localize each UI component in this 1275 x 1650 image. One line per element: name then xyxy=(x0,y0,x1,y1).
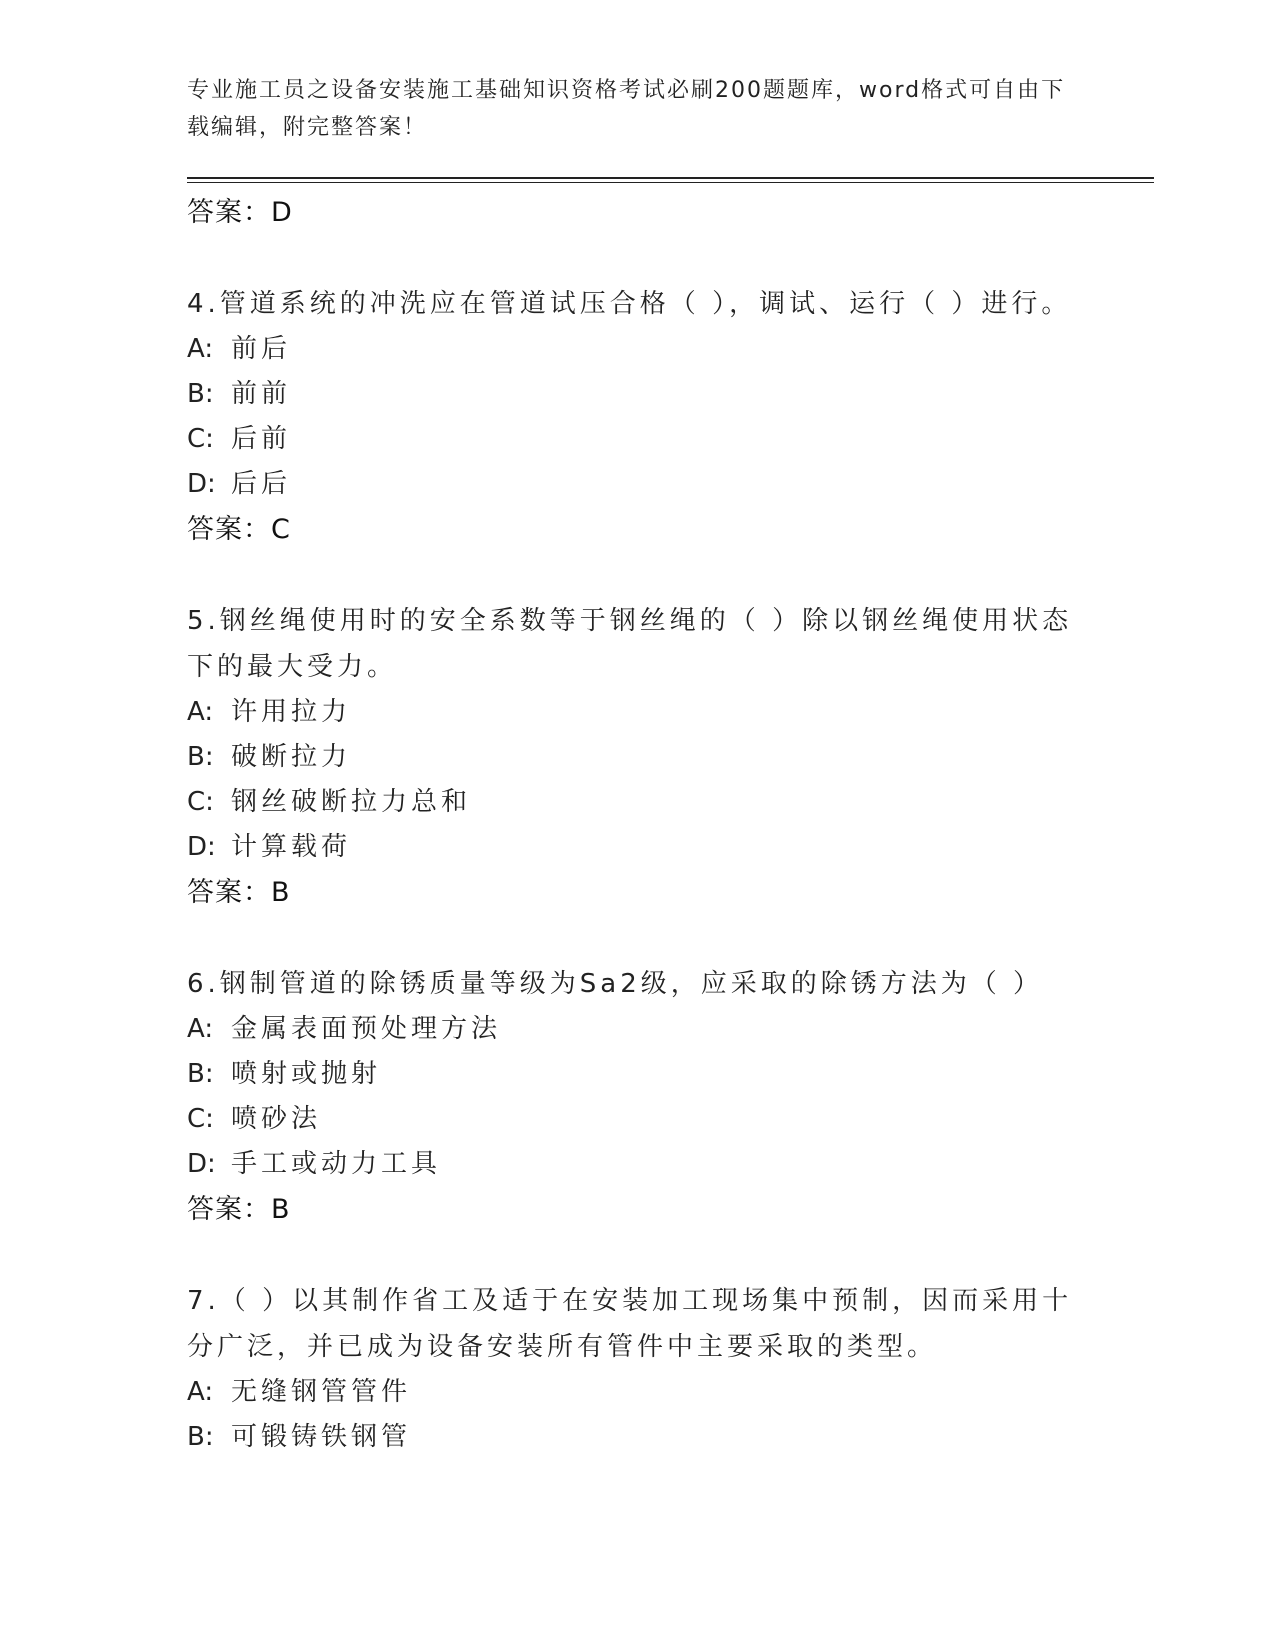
option-text: 可锻铸铁钢管 xyxy=(231,1422,412,1452)
option-c xyxy=(187,1097,1087,1142)
header-divider-thin xyxy=(187,182,1154,183)
question-list xyxy=(187,190,1087,1460)
option-text: 许用拉力 xyxy=(231,697,352,727)
option-key: D: xyxy=(187,832,216,862)
option-key: C: xyxy=(187,787,214,817)
option-text: 前前 xyxy=(231,379,292,409)
option-key: C: xyxy=(187,424,214,454)
option-a xyxy=(187,327,1087,372)
question-block xyxy=(187,961,1087,1233)
option-b xyxy=(187,1052,1087,1097)
option-b xyxy=(187,1415,1087,1460)
option-key: A: xyxy=(187,1014,214,1044)
option-key: A: xyxy=(187,697,214,727)
option-a xyxy=(187,1007,1087,1052)
option-text: 破断拉力 xyxy=(231,742,352,772)
option-text: 后后 xyxy=(231,469,292,499)
option-a xyxy=(187,1370,1087,1415)
answer-line: 答案：C xyxy=(187,514,291,545)
page-header: 专业施工员之设备安装施工基础知识资格考试必刷200题题库，word格式可自由下载编辑，附完整答案！ xyxy=(187,78,1066,140)
option-d xyxy=(187,1142,1087,1187)
option-text: 计算载荷 xyxy=(231,832,352,862)
option-d xyxy=(187,825,1087,870)
option-a xyxy=(187,690,1087,735)
option-key: A: xyxy=(187,1377,214,1407)
option-key: B: xyxy=(187,1422,214,1452)
option-key: D: xyxy=(187,1149,216,1179)
option-key: B: xyxy=(187,1059,214,1089)
header-divider xyxy=(187,177,1154,179)
option-text: 前后 xyxy=(231,334,292,364)
question-block xyxy=(187,281,1087,553)
option-key: B: xyxy=(187,379,214,409)
question-block xyxy=(187,1278,1087,1460)
question-text: 4.管道系统的冲洗应在管道试压合格（ ），调试、运行（ ）进行。 xyxy=(187,289,1072,319)
spacer xyxy=(187,916,1087,961)
option-text: 喷射或抛射 xyxy=(231,1059,382,1089)
option-key: D: xyxy=(187,469,216,499)
option-c xyxy=(187,780,1087,825)
spacer xyxy=(187,1233,1087,1278)
question-text: 5.钢丝绳使用时的安全系数等于钢丝绳的（ ）除以钢丝绳使用状态下的最大受力。 xyxy=(187,606,1073,682)
option-key: B: xyxy=(187,742,214,772)
option-key: C: xyxy=(187,1104,214,1134)
option-key: A: xyxy=(187,334,214,364)
option-b xyxy=(187,735,1087,780)
spacer xyxy=(187,236,1087,281)
answer-line: 答案：B xyxy=(187,877,291,908)
option-c xyxy=(187,417,1087,462)
option-text: 后前 xyxy=(231,424,292,454)
answer-line: 答案：B xyxy=(187,1194,291,1225)
option-text: 钢丝破断拉力总和 xyxy=(231,787,472,817)
question-text: 6.钢制管道的除锈质量等级为Sa2级，应采取的除锈方法为（ ） xyxy=(187,969,1044,999)
question-block xyxy=(187,598,1087,916)
previous-answer: 答案：D xyxy=(187,197,293,228)
spacer xyxy=(187,553,1087,598)
option-text: 手工或动力工具 xyxy=(231,1149,442,1179)
option-d xyxy=(187,462,1087,507)
option-text: 金属表面预处理方法 xyxy=(231,1014,502,1044)
option-text: 无缝钢管管件 xyxy=(231,1377,412,1407)
option-b xyxy=(187,372,1087,417)
question-text: 7.（ ）以其制作省工及适于在安装加工现场集中预制，因而采用十分广泛，并已成为设备安装所有管件中主要采取的类型。 xyxy=(187,1286,1073,1362)
option-text: 喷砂法 xyxy=(231,1104,322,1134)
